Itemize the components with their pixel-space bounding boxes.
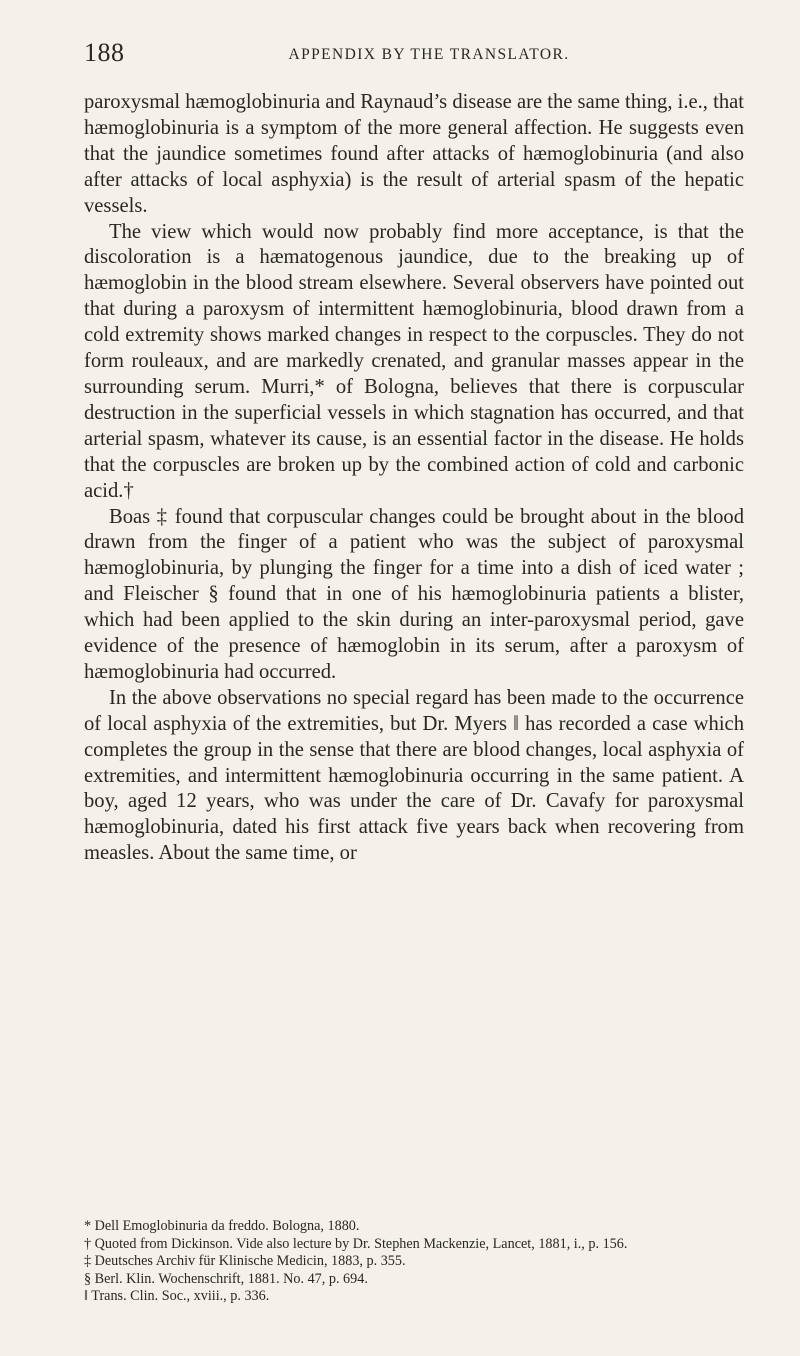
paragraph: Boas ‡ found that corpuscular changes could be brought about in the blood drawn from the finger of a patient who was the subject of paroxysmal hæmoglobinuria, by plunging the finger for a time into a dish of iced water ; and Fleischer § found that in one of his hæmoglobinuria patients a blister, which had been applied to the skin during an inter-paroxysmal period, gave evidence of the presence of hæmoglobin in its serum, after a paroxysm of hæmoglobinuria had occurred. xyxy=(84,505,744,683)
footnote: ‖ Trans. Clin. Soc., xviii., p. 336. xyxy=(84,1288,270,1305)
page-header xyxy=(84,38,744,72)
paragraph: In the above observations no special regard has been made to the occurrence of local asphyxia of the extremities, but Dr. Myers ‖ has recorded a case which completes the group in the sense that there are blood changes, local asphyxia of extremities, and intermittent hæmoglobinuria occurring in the same patient. A boy, aged 12 years, who was under the care of Dr. Cavafy for paroxysmal hæmoglobinuria, dated his first attack five years back when recovering from measles. About the same time, or xyxy=(84,686,744,865)
running-head: APPENDIX BY THE TRANSLATOR. xyxy=(288,46,570,63)
footnote: * Dell Emoglobinuria da freddo. Bologna, 1880. xyxy=(84,1218,360,1234)
footnotes xyxy=(84,1218,744,1306)
body-text xyxy=(84,90,744,867)
footnote: § Berl. Klin. Wochenschrift, 1881. No. 47, p. 694. xyxy=(84,1270,368,1287)
page-number: 188 xyxy=(84,38,125,67)
footnote: † Quoted from Dickinson. Vide also lecture by Dr. Stephen Mackenzie, Lancet, 1881, i., p. 156. xyxy=(84,1235,628,1252)
paragraph: The view which would now probably find more acceptance, is that the discoloration is a hæmatogenous jaundice, due to the breaking up of hæmoglobin in the blood stream elsewhere. Several observers have pointed out that during a paroxysm of intermittent hæmoglobinuria, blood drawn from a cold extremity shows marked changes in respect to the corpuscles. They do not form rouleaux, and are markedly crenated, and granular masses appear in the surrounding serum. Murri,* of Bologna, believes that there is corpuscular destruction in the superficial vessels in which stagnation has occurred, and that arterial spasm, whatever its cause, is an essential factor in the disease. He holds that the corpuscles are broken up by the combined action of cold and carbonic acid.† xyxy=(84,220,744,502)
paragraph: paroxysmal hæmoglobinuria and Raynaud’s disease are the same thing, i.e., that hæmoglobinuria is a symptom of the more general affection. He suggests even that the jaundice sometimes found after attacks of hæmoglobinuria (and also after attacks of local asphyxia) is the result of arterial spasm of the hepatic vessels. xyxy=(84,91,744,217)
footnote: ‡ Deutsches Archiv für Klinische Medicin, 1883, p. 355. xyxy=(84,1253,406,1270)
